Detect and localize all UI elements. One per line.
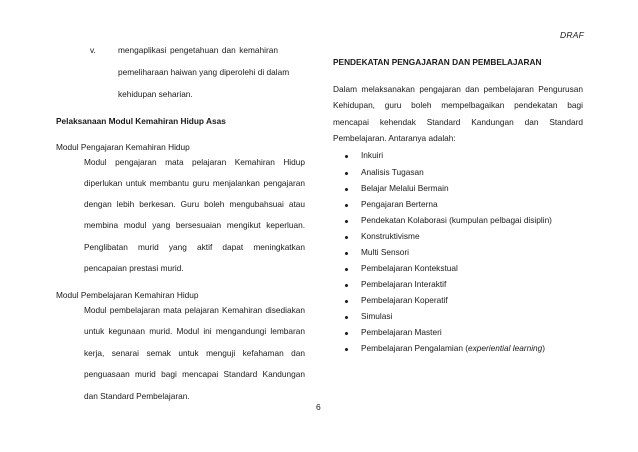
modul-pengajaran-line-4: membina modul yang bersesuaian mengikut keperluan. <box>84 220 305 230</box>
list-item: Pengajaran Berterna <box>361 199 438 209</box>
item-v-line-1: mengaplikasi pengetahuan dan kemahiran <box>118 45 278 55</box>
last-bullet-prefix: Pembelajaran Pengalamian ( <box>361 343 469 353</box>
modul-pengajaran-line-6: pencapaian prestasi murid. <box>84 263 184 273</box>
right-heading: PENDEKATAN PENGAJARAN DAN PEMBELAJARAN <box>333 57 542 67</box>
last-bullet-italic: experiential learning <box>468 343 543 353</box>
item-v-line-2: pemeliharaan haiwan yang diperolehi di dalam <box>118 67 290 77</box>
list-item: Pendekatan Kolaborasi (kumpulan pelbagai disiplin) <box>361 215 552 225</box>
intro-line-2: Kehidupan, guru boleh mempelbagaikan pendekatan bagi <box>333 100 583 110</box>
modul-pengajaran-line-3: dengan lebih berkesan. Guru boleh mengubahsuai atau <box>84 199 305 209</box>
modul-pembelajaran-line-2: untuk kegunaan murid. Modul ini mengandungi lembaran <box>84 326 305 336</box>
intro-line-1: Dalam melaksanakan pengajaran dan pembelajaran Pengurusan <box>333 84 583 94</box>
bullet-dot-icon <box>345 332 348 335</box>
bullet-dot-icon <box>345 204 348 207</box>
list-item-last <box>361 343 545 353</box>
bullet-dot-icon <box>345 300 348 303</box>
list-item: Inkuiri <box>361 150 384 160</box>
modul-pengajaran-title: Modul Pengajaran Kemahiran Hidup <box>56 142 190 152</box>
intro-line-3: mencapai kehendak Standard Kandungan dan Standard <box>333 117 583 127</box>
list-item: Pembelajaran Masteri <box>361 327 442 337</box>
list-item: Pembelajaran Koperatif <box>361 295 448 305</box>
bullet-dot-icon <box>345 284 348 287</box>
modul-pembelajaran-title: Modul Pembelajaran Kemahiran Hidup <box>56 290 199 300</box>
intro-line-4: Pembelajaran. Antaranya adalah: <box>333 133 456 143</box>
page-number: 6 <box>316 402 321 412</box>
bullet-dot-icon <box>345 236 348 239</box>
bullet-dot-icon <box>345 172 348 175</box>
list-item: Analisis Tugasan <box>361 167 424 177</box>
last-bullet-suffix: ) <box>542 343 546 353</box>
modul-pengajaran-line-5: Penglibatan murid yang aktif dapat meningkatkan <box>84 242 305 252</box>
draft-label: DRAF <box>560 30 584 40</box>
list-item: Pembelajaran Kontekstual <box>361 263 458 273</box>
bullet-dot-icon <box>345 252 348 255</box>
bullet-dot-icon <box>345 316 348 319</box>
bullet-dot-icon <box>345 188 348 191</box>
modul-pembelajaran-line-3: kerja, senarai semak untuk menguji kefahaman dan <box>84 348 305 358</box>
list-item: Multi Sensori <box>361 247 409 257</box>
modul-pembelajaran-line-5: dan Standard Pembelajaran. <box>84 391 190 401</box>
modul-pengajaran-line-2: diperlukan untuk membantu guru menjalankan pengajaran <box>84 178 305 188</box>
bullet-dot-icon <box>345 155 348 158</box>
item-v-marker: v. <box>90 45 96 55</box>
item-v-line-3: kehidupan seharian. <box>118 89 193 99</box>
list-item: Belajar Melalui Bermain <box>361 183 449 193</box>
list-item: Konstruktivisme <box>361 231 420 241</box>
list-item: Simulasi <box>361 311 393 321</box>
modul-pengajaran-line-1: Modul pengajaran mata pelajaran Kemahiran Hidup <box>84 157 305 167</box>
section-heading: Pelaksanaan Modul Kemahiran Hidup Asas <box>56 116 226 126</box>
modul-pembelajaran-line-4: penguasaan murid bagi mencapai Standard Kandungan <box>84 369 305 379</box>
modul-pembelajaran-line-1: Modul pembelajaran mata pelajaran Kemahiran disediakan <box>84 305 305 315</box>
bullet-dot-icon <box>345 268 348 271</box>
bullet-dot-icon <box>345 220 348 223</box>
bullet-dot-icon <box>345 348 348 351</box>
list-item: Pembelajaran Interaktif <box>361 279 447 289</box>
